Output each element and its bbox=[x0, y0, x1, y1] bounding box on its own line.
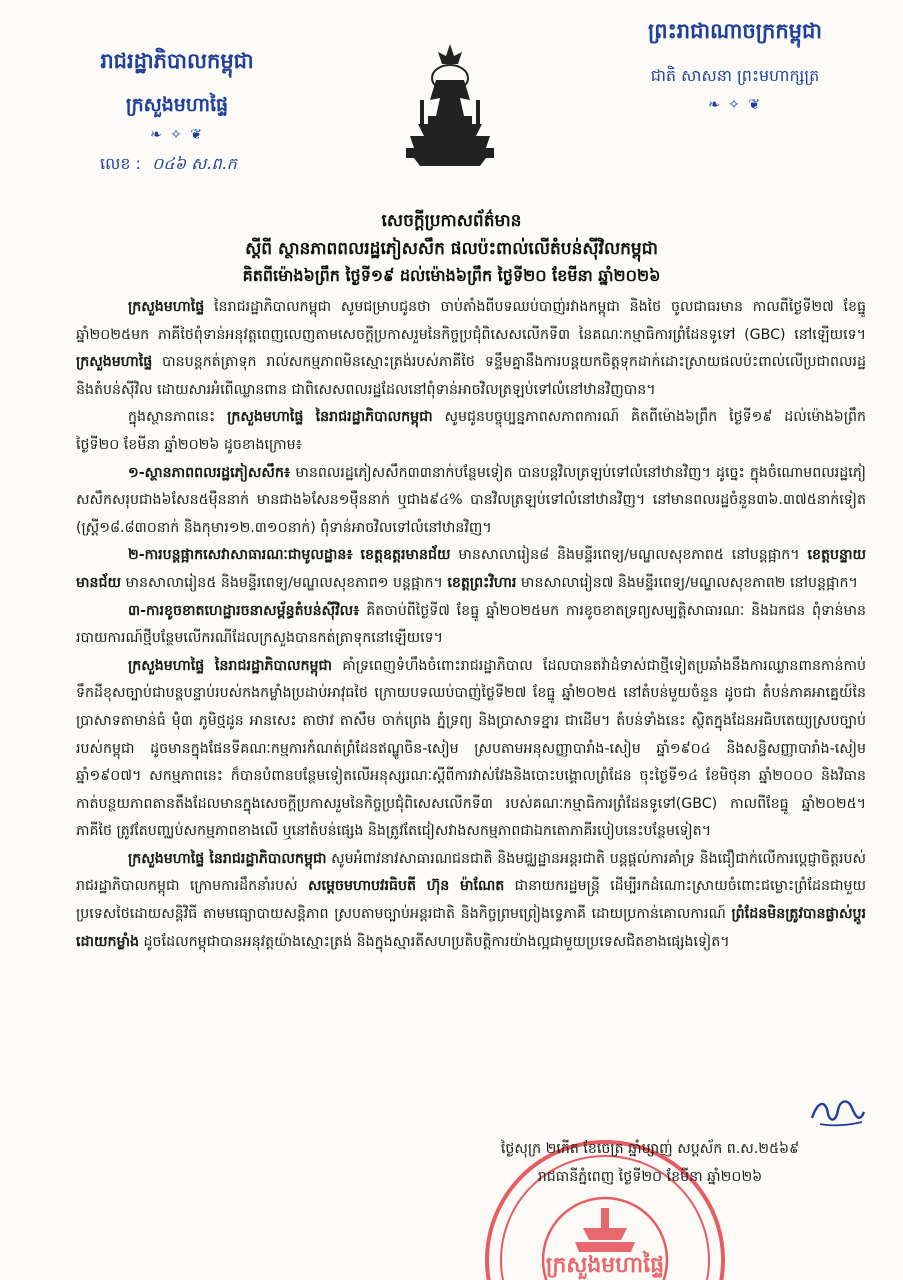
paragraph-text: គិតចាប់ពីថ្ងៃទី៧ ខែធ្នូ ឆ្នាំ២០២៥មក ការខូចខាតទ្រព្យសម្បត្តិសាធារណៈ និងឯកជន ពុំទាន់មានរបាយការណ៍ថ្មីបន្ថែមលើករណីដែលក្រសួងបានកត់ត្រាទុកនៅឡើយទេ។ bbox=[76, 602, 866, 647]
ministry-bold: ក្រសួងមហាផ្ទៃ នៃរាជរដ្ឋាភិបាលកម្ពុជា bbox=[128, 657, 332, 674]
principle-bold: ព្រំដែនមិនត្រូវបានផ្លាស់ប្ដូរដោយកម្លាំង bbox=[76, 906, 866, 950]
ministry-bold: ក្រសួងមហាផ្ទៃ bbox=[128, 299, 205, 315]
paragraph-appeal bbox=[76, 846, 866, 956]
paragraph-text: ដូចដែលកម្ពុជាបានអនុវត្តយ៉ាងស្មោះត្រង់ និងក្នុងស្មារតីសហប្រតិបត្តិការយ៉ាងល្អជាមួយប្រទេសជិតខាងផ្សេងទៀត។ bbox=[139, 933, 730, 950]
section-infrastructure bbox=[76, 598, 866, 653]
ministry-bold: ក្រសួងមហាផ្ទៃ នៃរាជរដ្ឋាភិបាលកម្ពុជា bbox=[128, 850, 327, 867]
ornament-left-icon: ❧ ✧ ❦ bbox=[149, 127, 205, 143]
paragraph-intro bbox=[76, 294, 866, 404]
document-title: សេចក្ដីប្រកាសព័ត៌មាន bbox=[381, 211, 522, 231]
section-public-services bbox=[76, 542, 866, 597]
header-right bbox=[600, 18, 870, 113]
section-heading: ១-ស្ថានភាពពលរដ្ឋភៀសសឹក៖ bbox=[128, 464, 291, 481]
province-name: ខេត្តឧត្ដរមានជ័យ bbox=[360, 547, 451, 564]
paragraph-text: នៃរាជរដ្ឋាភិបាលកម្ពុជា សូមជម្រាបជូនថា ចាប់តាំងពីបទឈប់បាញ់រវាងកម្ពុជា និងថៃ ចូលជាធរមាន កាលពីថ្ងៃទី២៧ ខែធ្នូ ឆ្នាំ២០២៥មក ភាគីថៃពុំទាន់អនុវត្តពេញលេញតាមសេចក្ដីប្រកាសរួមនៃកិច្ចប្រជុំពិសេសលើកទី៣ នៃគណៈកម្មាធិការព្រំដែនទូទៅ (GBC) នៅឡើយទេ។ bbox=[76, 299, 866, 343]
prime-minister-name: សម្ដេចមហាបវរធិបតី ហ៊ុន ម៉ាណែត bbox=[307, 878, 505, 895]
solar-date: រាជធានីភ្នំពេញ ថ្ងៃទី២០ ខែមីនា ឆ្នាំ២០២៦ bbox=[537, 1169, 763, 1185]
paragraph-text: មានសាលារៀន៥ និងមន្ទីរពេទ្យ/មណ្ឌលសុខភាព១ បន្តផ្អាក។ bbox=[121, 574, 448, 591]
paragraph-text: បានបន្តកត់ត្រាទុក រាល់សកម្មភាពមិនស្មោះត្រង់របស់ភាគីថៃ ទន្ទឹមគ្នានឹងការបន្តយកចិត្តទុកដាក់ដោះស្រាយផលប៉ះពាល់លើប្រជាពលរដ្ឋ និងតំបន់ស៊ីវិល ដោយសារអំពើឈ្លានពាន ជាពិសេសពលរដ្ឋដែលនៅពុំទាន់អាចវិលត្រឡប់ទៅលំនៅឋានវិញបាន។ bbox=[76, 354, 866, 398]
paragraph-text: ក្នុងស្ថានភាពនេះ bbox=[128, 409, 228, 426]
document-body bbox=[76, 294, 866, 956]
national-motto: ជាតិ សាសនា ព្រះមហាក្សត្រ bbox=[650, 66, 820, 85]
kingdom-name: ព្រះរាជាណាចក្រកម្ពុជា bbox=[647, 19, 822, 43]
date-block bbox=[430, 1135, 870, 1191]
reference-label: លេខ : bbox=[100, 154, 141, 173]
reference-value: ០៤៦ ស.ព.ក bbox=[152, 154, 237, 173]
section-refugees bbox=[76, 460, 866, 543]
reference-number bbox=[62, 153, 292, 177]
document-period: គិតពីម៉ោង៦ព្រឹក ថ្ងៃទី១៩ ដល់ម៉ោង៦ព្រឹក ថ្ងៃទី២០ ខែមីនា ឆ្នាំ២០២៦ bbox=[242, 266, 661, 285]
document-subject: ស្ដីពី ស្ថានភាពពលរដ្ឋភៀសសឹក ផលប៉ះពាល់លើតំបន់ស៊ីវិលកម្ពុជា bbox=[245, 239, 658, 259]
paragraph-text: គាំទ្រពេញទំហឹងចំពោះរាជរដ្ឋាភិបាល ដែលបានតវ៉ាដំទាស់ជាថ្មីទៀតប្រឆាំងនឹងការឈ្លានពានកាន់កាប់ទឹកដីខុសច្បាប់ជាបន្តបន្ទាប់របស់កងកម្លាំងប្រដាប់អាវុធថៃ ក្រោយបទឈប់បាញ់ថ្ងៃទី២៧ ខែធ្នូ ឆ្នាំ២០២៥ នៅតំបន់មួយចំនួន ដូចជា តំបន់ភាគអាគ្នេយ៍នៃប្រាសាទតាមាន់ធំ ម៉ុំ៣ ភូមិថ្មដូន អានសេះ តាថាវ តាសឹម ចាក់ព្រេង ភ្នំទ្រព្យ និងប្រាសាទខ្នារ ជាដើម។ តំបន់ទាំងនេះ ស្ថិតក្នុងដែនអធិបតេយ្យស្របច្បាប់របស់កម្ពុជា ដូចមានក្នុងផែនទីគណៈកម្មការកំណត់ព្រំដែនឥណ្ឌូចិន-សៀម ស្របតាមអនុសញ្ញាបារាំង-សៀម ឆ្នាំ១៩០៤ និងសន្ធិសញ្ញាបារាំង-សៀម ឆ្នាំ១៩០៧។ សកម្មភាពនេះ ក៏បានបំពានបន្ថែមទៀតលើអនុស្សរណៈស្ដីពីការវាស់វែងនិងបោះបង្គោលព្រំដែន ចុះថ្ងៃទី១៤ ខែមិថុនា ឆ្នាំ២០០០ និងវិធានកាត់បន្ថយភាពតានតឹងដែលមានក្នុងសេចក្ដីប្រកាសរួមនៃកិច្ចប្រជុំពិសេសលើកទី៣ របស់គណៈកម្មាធិការព្រំដែនទូទៅ(GBC) កាលពីខែធ្នូ ឆ្នាំ២០២៥។ ភាគីថៃ ត្រូវតែបញ្ឈប់សកម្មភាពខាងលើ ឬនៅតំបន់ផ្សេង និងត្រូវតែជៀសវាងសកម្មភាពជាឯកតោភាគីរបៀបនេះបន្ថែមទៀត។ bbox=[76, 657, 866, 840]
paragraph-text: ជានាយករដ្ឋមន្ត្រី ដើម្បីរកដំណោះស្រាយចំពោះជម្លោះព្រំដែនជាមួយប្រទេសថៃដោយសន្តិវិធី តាមមធ្យោបាយសន្តិភាព ស្របតាមច្បាប់អន្តរជាតិ និងកិច្ចព្រមព្រៀងទ្វេភាគី ដោយប្រកាន់គោលការណ៍ bbox=[76, 878, 866, 923]
ministry-name: ក្រសួងមហាផ្ទៃ bbox=[125, 94, 229, 116]
header-left bbox=[62, 48, 292, 177]
province-name: ខេត្តបន្ទាយមានជ័យ bbox=[76, 547, 867, 591]
royal-emblem-icon bbox=[400, 40, 500, 170]
section-heading: ២-ការបន្តផ្អាកសេវាសាធារណៈជាមូលដ្ឋាន៖ bbox=[128, 547, 353, 564]
initials-signature-icon bbox=[808, 1092, 868, 1130]
ministry-bold: ក្រសួងមហាផ្ទៃ នៃរាជរដ្ឋាភិបាលកម្ពុជា bbox=[227, 409, 433, 426]
ministry-bold: ក្រសួងមហាផ្ទៃ bbox=[76, 354, 153, 371]
paragraph-support bbox=[76, 653, 866, 846]
government-name: រាជរដ្ឋាភិបាលកម្ពុជា bbox=[100, 49, 254, 73]
province-name: ខេត្តព្រះវិហារ bbox=[447, 574, 517, 591]
paragraph-text: សូមអំពាវនាវសាធារណជនជាតិ និងមជ្ឈដ្ឋានអន្តរជាតិ បន្តផ្ដល់ការគាំទ្រ និងជឿជាក់លើការប្ដេជ្ញាចិត្តរបស់រាជរដ្ឋាភិបាលកម្ពុជា ក្រោមការដឹកនាំរបស់ bbox=[76, 850, 866, 895]
section-heading: ៣-ការខូចខាតហេដ្ឋារចនាសម្ព័ន្ធតំបន់ស៊ីវិល៖ bbox=[128, 602, 360, 619]
ornament-right-icon: ❧ ✧ ❦ bbox=[707, 97, 763, 113]
paragraph-text: មានពលរដ្ឋភៀសសឹក៣៣នាក់បន្ថែមទៀត បានបន្តវិលត្រឡប់ទៅលំនៅឋានវិញ។ ដូច្នេះ ក្នុងចំណោមពលរដ្ឋភៀសសឹកសរុបជាង៦សែន៥ម៉ឺននាក់ មានជាង៦សែន១ម៉ឺននាក់ ឬជាង៩៤% បានវិលត្រឡប់ទៅលំនៅឋានវិញ។ នៅមានពលរដ្ឋចំនួន៣៦.៣៧៥នាក់ទៀត (ស្ត្រី១៨.៨៣០នាក់ និងកុមារ១២.៣១០នាក់) ពុំទាន់អាចវិលទៅលំនៅឋានវិញ។ bbox=[76, 464, 866, 536]
paragraph-text: មានសាលារៀន៧ និងមន្ទីរពេទ្យ/មណ្ឌលសុខភាព២ នៅបន្តផ្អាក។ bbox=[516, 574, 858, 591]
seal-text: ក្រសួងមហាផ្ទៃ bbox=[545, 1253, 665, 1278]
paragraph-text: សូមជូនបច្ចុប្បន្នភាពសភាពការណ៍ គិតពីម៉ោង៦ព្រឹក ថ្ងៃទី១៩ ដល់ម៉ោង៦ព្រឹក ថ្ងៃទី២០ ខែមីនា ឆ្នាំ២០២៦ ដូចខាងក្រោម៖ bbox=[76, 409, 867, 453]
lunar-date: ថ្ងៃសុក្រ ២កើត ខែចេត្រ ឆ្នាំម្សាញ់ សប្តស័ក ព.ស.២៥៦៩ bbox=[500, 1141, 800, 1157]
paragraph-text: មានសាលារៀន៨ និងមន្ទីរពេទ្យ/មណ្ឌលសុខភាព៥ នៅបន្តផ្អាក។ bbox=[450, 547, 808, 564]
paragraph-situation bbox=[76, 404, 866, 459]
